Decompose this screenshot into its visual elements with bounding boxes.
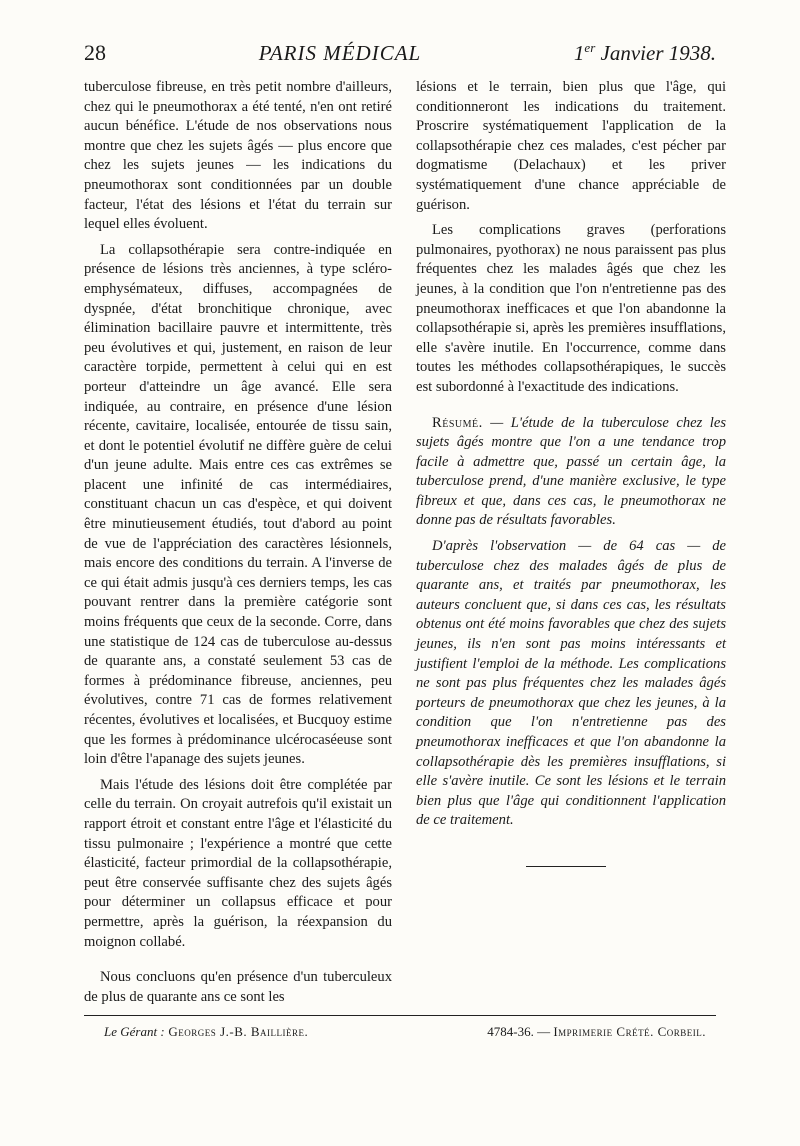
gerant-label: Le Gérant :: [104, 1024, 165, 1039]
page-header: [84, 40, 716, 74]
left-paragraph-1: tuberculose fibreuse, en très petit nombre d'ailleurs, chez qui le pneumothorax a été tenté, n'en ont retiré aucun bénéfice. L'étude de nos observations nous montre que chez les sujets âgés — plus encore que chez les sujets jeunes — les indications du pneumothorax sont conditionnées par un double facteur, l'état des lésions et l'état du terrain sur lequel elles évoluent.: [84, 79, 392, 233]
section-end-rule: [526, 866, 606, 867]
issue-date-ordinal: er: [584, 40, 596, 55]
issue-date-rest: Janvier 1938.: [595, 41, 716, 65]
journal-title: PARIS MÉDICAL: [258, 41, 422, 65]
left-paragraph-2: La collapsothérapie sera contre-indiquée en présence de lésions très anciennes, à type scléro-emphysémateux, diffuses, accompagnées de dyspnée, d'état bronchitique chronique, avec élimination bacillaire pauvre et intermittente, très peu évolutives et qui, justement, en raison de leur caractère torpide, permettent à celui qui en est porteur d'atteindre un âge avancé. Elle sera indiquée, au contraire, en présence d'une lésion récente, cavitaire, localisée, entourée de tissu sain, et dont le potentiel évolutif ne diffère guère de celui d'un jeune adulte. Mais entre ces cas extrêmes se placent une infinité de cas intermédiaires, constituant chacun un cas d'espèce, et qui doivent être minutieusement étudiés, tout d'abord au point de vue de l'appréciation des caractères lésionnels, mais encore des conditions du terrain. A l'inverse de ce qui était admis jusqu'à ces derniers temps, les cas pouvant rentrer dans la première catégorie sont moins fréquents que ceux de la seconde. Corre, dans une statistique de 124 cas de tuberculose au-dessus de quarante ans, a constaté seulement 53 cas de formes à prédominance fibreuse, anciennes, peu évolutives, contre 71 cas de formes relativement récentes, évolutives et localisées, et Bucquoy estime que les formes à prédominance ulcérocaséeuse sont loin d'être l'apanage des sujets jeunes.: [84, 241, 392, 768]
issue-date-day: 1: [573, 41, 585, 65]
footer-rule: [84, 1015, 716, 1016]
resume-paragraph-2: D'après l'observation — de 64 cas — de tuberculose chez des malades âgés de plus de quarante ans, et traités par pneumothorax, les auteurs concluent que, si dans ces cas, les résultats obtenus ont été moins favorables que chez des sujets jeunes, ils n'en sont pas moins intéressants et justifient l'emploi de la méthode. Les complications ne sont pas plus fréquentes chez les malades âgés porteurs de pneumothorax que chez les jeunes, à la condition que l'on n'entretienne pas des pneumothorax inefficaces et que l'on abandonne la collapsothérapie dès les premières insufflations, si elle s'avère inutile. Ce sont les lésions et le terrain bien plus que l'âge qui conditionnent l'application de ce traitement.: [416, 538, 726, 829]
imprint-number: 4784-36. —: [487, 1024, 554, 1039]
gerant-credit: [104, 1024, 308, 1040]
right-column: [416, 78, 726, 831]
resume-paragraph-1: [416, 414, 726, 532]
page-number: 28: [84, 40, 106, 65]
right-paragraph-1: lésions et le terrain, bien plus que l'âge, qui conditionneront les indications du traitement. Proscrire systématiquement l'application de la collapsothérapie chez ces malades, c'est pécher par dogmatisme (Delachaux) et les priver systématiquement d'une chance appréciable de guérison.: [416, 79, 726, 213]
left-column: [84, 78, 392, 1007]
issue-date: [574, 40, 716, 66]
left-paragraph-3: Mais l'étude des lésions doit être complétée par celle du terrain. On croyait autrefois qu'il existait un rapport étroit et constant entre l'âge et l'élasticité du tissu pulmonaire ; l'expérience a montré que cette élasticité, facteur primordial de la collapsothérapie, peut être conservée suffisante chez des sujets âgés pour déterminer un collapsus efficace et pour permettre, après la guérison, la réexpansion du moignon collabé.: [84, 776, 392, 950]
page-footer: [104, 1024, 706, 1040]
right-paragraph-2: Les complications graves (perforations pulmonaires, pyothorax) ne nous paraissent pas plus fréquentes chez les malades âgés que chez les jeunes, à la condition que l'on n'entretienne pas des pneumothorax inefficaces et que l'on abandonne la collapsothérapie si, après les premières insufflations, elle s'avère inutile. En l'occurrence, comme dans toutes les méthodes collapsothérapiques, le succès est subordonné à l'exactitude des indications.: [416, 222, 726, 395]
imprint-name: Imprimerie Crété. Corbeil.: [553, 1024, 706, 1039]
imprint: [487, 1024, 706, 1040]
resume-text-1: — L'étude de la tuberculose chez les sujets âgés montre que l'on a une tendance trop facile à admettre que, passé un certain âge, la tuberculose prend, d'une manière exclusive, le type fibreux et que, dans ces cas, le pneumothorax ne donne pas de résultats favorables.: [416, 414, 726, 529]
gerant-name: Georges J.-B. Baillière.: [164, 1024, 309, 1039]
left-paragraph-4: Nous concluons qu'en présence d'un tuberculeux de plus de quarante ans ce sont les: [84, 969, 392, 1005]
resume-label: Résumé.: [432, 414, 483, 431]
